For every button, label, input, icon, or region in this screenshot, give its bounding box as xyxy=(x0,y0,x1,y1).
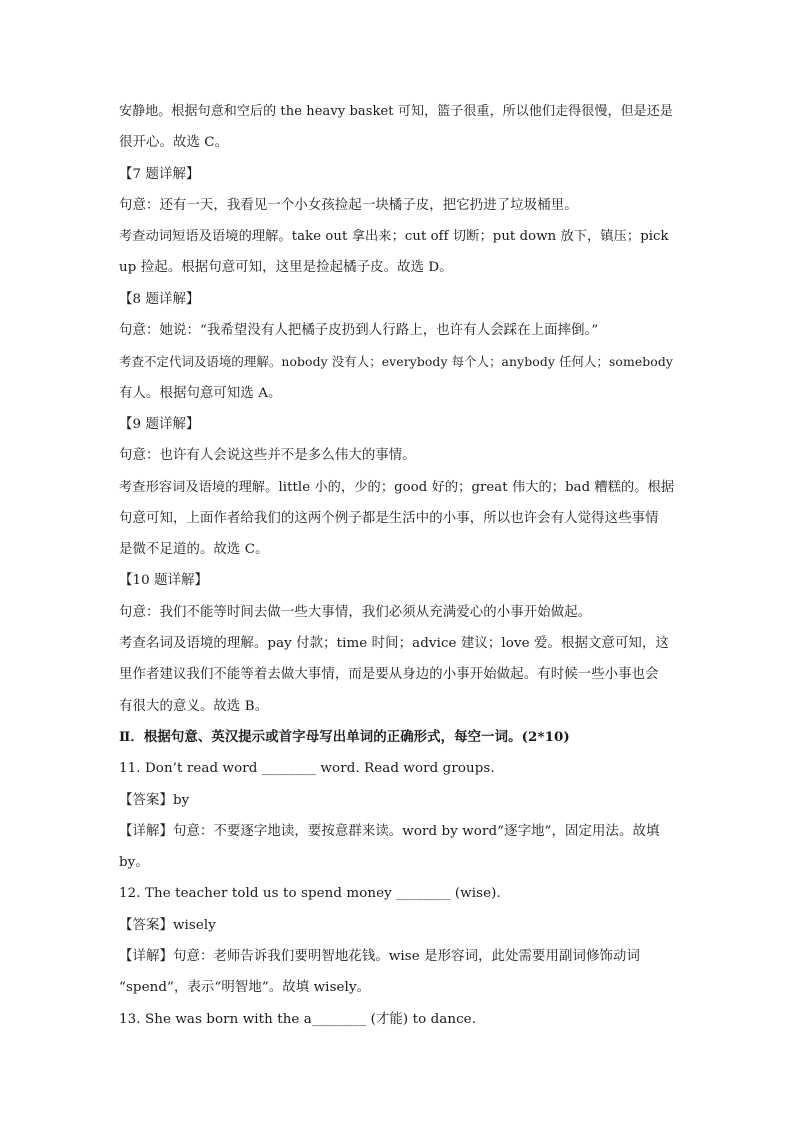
text-line: 句意：她说：“我希望没有人把橘子皮扔到人行路上，也许有人会踩在上面摔倒。” xyxy=(119,323,599,339)
text-line: 12. The teacher told us to spend money ________ (wise). xyxy=(119,886,501,902)
text-line: 里作者建议我们不能等着去做大事情，而是要从身边的小事开始做起。有时候一些小事也会 xyxy=(119,667,659,683)
text-line: 考查形容词及语境的理解。little 小的，少的；good 好的；great 伟大的；bad 糟糕的。根据 xyxy=(119,479,675,495)
text-line: 考查动词短语及语境的理解。take out 拿出来；cut off 切断；put down 放下，镇压；pick xyxy=(119,229,669,245)
text-line: 句意：还有一天，我看见一个小女孩捡起一块橘子皮，把它扔进了垃圾桶里。 xyxy=(119,197,578,213)
text-line: 有很大的意义。故选 B。 xyxy=(119,698,269,714)
text-line: 有人。根据句意可知选 A。 xyxy=(119,385,282,401)
text-line: 【答案】by xyxy=(119,792,190,808)
text-line: 句意可知，上面作者给我们的这两个例子都是生活中的小事，所以也许会有人觉得这些事情 xyxy=(119,510,659,526)
text-line: 【10 题详解】 xyxy=(119,573,209,589)
text-line: 句意：也许有人会说这些并不是多么伟大的事情。 xyxy=(119,448,416,464)
text-line: 很开心。故选 C。 xyxy=(119,135,229,151)
text-line: 11. Don’t read word ________ word. Read word groups. xyxy=(119,761,495,777)
text-line: 【答案】wisely xyxy=(119,917,216,933)
text-line: 13. She was born with the a________ (才能) to dance. xyxy=(119,1011,477,1027)
text-line: 是微不足道的。故选 C。 xyxy=(119,542,269,558)
text-line: 【9 题详解】 xyxy=(119,416,200,432)
text-line: 句意：我们不能等时间去做一些大事情，我们必须从充满爱心的小事开始做起。 xyxy=(119,604,592,620)
text-line: 【8 题详解】 xyxy=(119,291,200,307)
text-line: “spend”，表示“明智地”。故填 wisely。 xyxy=(119,980,371,996)
text-line: 【详解】句意：不要逐字地读，要按意群来读。word by word“逐字地”，固定用法。故填 xyxy=(119,823,660,839)
text-line: 安静地。根据句意和空后的 the heavy basket 可知，篮子很重，所以他们走得很慢，但是还是 xyxy=(119,104,673,119)
text-line: 【7 题详解】 xyxy=(119,166,200,182)
section-heading: Ⅱ．根据句意、英汉提示或首字母写出单词的正确形式，每空一词。(2*10) xyxy=(119,728,570,745)
text-line: 考查名词及语境的理解。pay 付款；time 时间；advice 建议；love 爱。根据文意可知，这 xyxy=(119,636,669,652)
text-line: 考查不定代词及语境的理解。nobody 没有人；everybody 每个人；anybody 任何人；somebody xyxy=(119,354,673,370)
document-page xyxy=(119,96,675,1035)
text-line: 【详解】句意：老师告诉我们要明智地花钱。wise 是形容词，此处需要用副词修饰动词 xyxy=(119,949,640,965)
text-line: by。 xyxy=(119,855,149,871)
text-line: up 捡起。根据句意可知，这里是捡起橘子皮。故选 D。 xyxy=(119,260,453,276)
